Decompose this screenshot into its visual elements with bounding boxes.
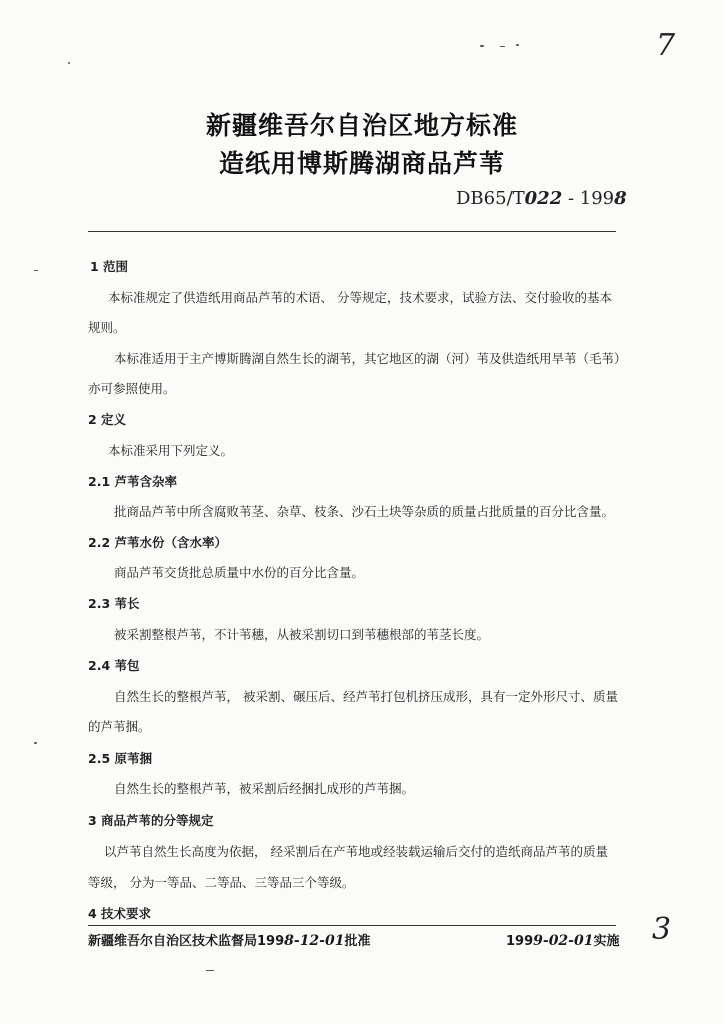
paragraph-line: 自然生长的整根芦苇，被采割后经捆扎成形的芦苇捆。 (114, 781, 415, 796)
implementation-year: 199 (506, 934, 534, 949)
scan-speck (206, 970, 214, 971)
approval-line (88, 930, 370, 949)
implementation-line (506, 930, 619, 949)
doc-number-year-handwritten: 8 (614, 188, 627, 209)
scan-speck (500, 46, 505, 47)
scan-speck (34, 742, 37, 744)
paragraph-line: 被采割整根芦苇，不计苇穗，从被采割切口到苇穗根部的苇茎长度。 (114, 627, 490, 642)
implementation-date-handwritten: 9-02-01 (533, 933, 594, 949)
scan-speck (516, 44, 519, 46)
doc-number-year: 199 (579, 188, 615, 209)
paragraph-line: 商品芦苇交货批总质量中水份的百分比含量。 (114, 565, 365, 580)
handwritten-page-mark-top: 7 (656, 28, 676, 63)
section-heading: 1 范围 (90, 259, 129, 274)
document-title: 新疆维吾尔自治区地方标准 (205, 111, 518, 140)
section-heading: 2.2 芦苇水份（含水率） (88, 535, 227, 550)
scan-speck (68, 62, 70, 64)
scan-speck (480, 45, 484, 47)
footer-divider (88, 925, 616, 926)
paragraph-line: 等级， 分为一等品、二等品、三等品三个等级。 (88, 875, 355, 890)
paragraph-line: 本标准采用下列定义。 (108, 443, 234, 458)
doc-number-printed: DB65/T (456, 188, 525, 209)
implementation-suffix: 实施 (593, 934, 620, 949)
paragraph-line: 亦可参照使用。 (88, 381, 176, 396)
scan-speck (34, 270, 38, 271)
section-heading: 3 商品芦苇的分等规定 (88, 813, 214, 828)
doc-number-dash: - (562, 188, 580, 209)
approval-authority: 新疆维吾尔自治区技术监督局199 (88, 934, 285, 949)
section-heading: 2.5 原苇捆 (88, 751, 152, 766)
paragraph-line: 自然生长的整根芦苇， 被采割、碾压后、经芦苇打包机挤压成形，具有一定外形尺寸、质量 (114, 689, 618, 704)
header-divider (88, 231, 616, 232)
document-subtitle: 造纸用博斯腾湖商品芦苇 (218, 149, 505, 178)
approval-date-handwritten: 8-12-01 (284, 933, 345, 949)
paragraph-line: 的芦苇捆。 (88, 719, 151, 734)
doc-number-handwritten: 022 (524, 188, 563, 209)
paragraph-line: 本标准适用于主产博斯腾湖自然生长的湖苇，其它地区的湖（河）苇及供造纸用旱苇（毛苇） (114, 351, 627, 366)
paragraph-line: 以芦苇自然生长高度为依据， 经采割后在产苇地或经装载运输后交付的造纸商品芦苇的质量 (104, 844, 608, 859)
paragraph-line: 批商品芦苇中所含腐败苇茎、杂草、枝条、沙石土块等杂质的质量占批质量的百分比含量。 (114, 504, 615, 519)
paragraph-line: 本标准规定了供造纸用商品芦苇的术语、 分等规定，技术要求，试验方法、交付验收的基本 (108, 290, 612, 305)
section-heading: 2 定义 (88, 412, 127, 427)
section-heading: 2.3 苇长 (88, 596, 140, 611)
section-heading: 2.1 芦苇含杂率 (88, 474, 177, 489)
document-number (456, 188, 627, 209)
section-heading: 2.4 苇包 (88, 658, 140, 673)
paragraph-line: 规则。 (88, 320, 126, 335)
handwritten-page-mark-bottom: 3 (652, 912, 672, 947)
section-heading: 4 技术要求 (88, 906, 152, 921)
approval-suffix: 批准 (344, 934, 371, 949)
